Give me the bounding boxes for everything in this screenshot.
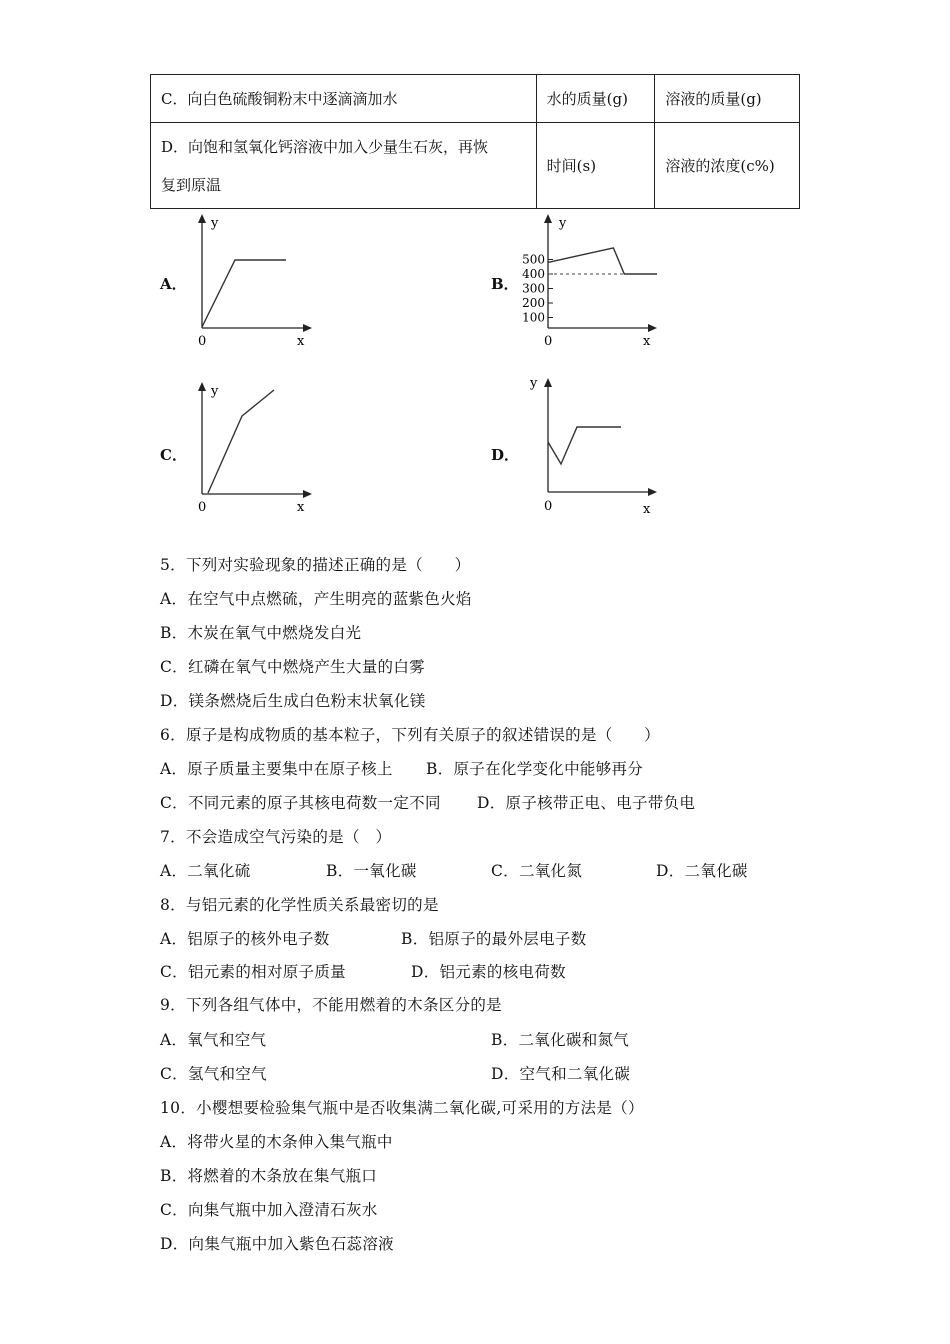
y-tick-label: 200: [522, 296, 545, 310]
graph-line: [208, 390, 274, 493]
graph-line: [548, 248, 657, 274]
graph-c-label: C．: [160, 446, 187, 464]
graph-d: [515, 372, 665, 518]
option-description: C．向白色硫酸铜粉末中逐滴滴加水: [151, 75, 537, 123]
question-8-option-b: B．铝原子的最外层电子数: [401, 930, 587, 948]
question-9-option-a: A．氧气和空气: [160, 1031, 267, 1049]
question-7-option-d: D．二氧化碳: [656, 862, 748, 880]
graph-line: [202, 260, 286, 327]
question-10-option-b: B．将燃着的木条放在集气瓶口: [160, 1167, 378, 1185]
question-8-option-c: C．铝元素的相对原子质量: [160, 963, 346, 981]
x-axis-arrow: [648, 488, 657, 496]
question-8-option-a: A．铝原子的核外电子数: [160, 930, 330, 948]
question-7-option-a: A．二氧化硫: [160, 862, 251, 880]
y-tick-label: 300: [522, 281, 545, 296]
x-axis-quantity: 时间(s): [536, 123, 655, 209]
question-7-stem: 7．不会造成空气污染的是（ ）: [160, 828, 392, 846]
x-axis-label: x: [297, 334, 305, 349]
graph-c: [180, 376, 330, 518]
graph-b: [515, 210, 665, 350]
question-6-option-c: C．不同元素的原子其核电荷数一定不同: [160, 794, 441, 812]
y-tick-label: 500: [522, 252, 545, 267]
x-axis-arrow: [303, 490, 312, 498]
question-6-option-a: A．原子质量主要集中在原子核上: [160, 760, 393, 778]
graph-line: [548, 427, 621, 464]
y-axis-arrow: [198, 382, 206, 391]
x-axis-label: x: [643, 334, 651, 349]
question-5-option-c: C．红磷在氧气中燃烧产生大量的白雾: [160, 658, 425, 676]
origin-label: 0: [198, 334, 207, 349]
option-description: [151, 123, 537, 209]
y-tick-label: 400: [522, 267, 545, 281]
y-axis-label: y: [211, 216, 219, 231]
desc-line: 复到原温: [161, 175, 222, 194]
graph-b-label: B．: [491, 275, 519, 293]
question-9-option-c: C．氢气和空气: [160, 1065, 267, 1083]
y-axis-label: y: [559, 216, 567, 231]
question-7-option-b: B．一氧化碳: [326, 862, 417, 880]
origin-label: 0: [198, 500, 207, 515]
x-axis-label: x: [643, 502, 651, 517]
origin-label: 0: [544, 334, 553, 349]
question-10-option-a: A．将带火星的木条伸入集气瓶中: [160, 1133, 393, 1151]
graph-d-label: D．: [491, 446, 520, 464]
question-8-stem: 8．与铝元素的化学性质关系最密切的是: [160, 896, 439, 914]
origin-label: 0: [544, 499, 553, 514]
x-axis-arrow: [303, 324, 312, 332]
x-axis-label: x: [297, 500, 305, 515]
question-5-option-a: A．在空气中点燃硫，产生明亮的蓝紫色火焰: [160, 590, 472, 608]
question-6-option-b: B．原子在化学变化中能够再分: [426, 760, 644, 778]
y-axis-arrow: [544, 214, 552, 223]
question-5-option-d: D．镁条燃烧后生成白色粉末状氧化镁: [160, 692, 426, 710]
y-axis-label: y: [530, 376, 538, 391]
question-10-option-c: C．向集气瓶中加入澄清石灰水: [160, 1201, 378, 1219]
y-axis-quantity: 溶液的质量(g): [655, 75, 800, 123]
table-row: [151, 123, 800, 209]
question-10-stem: 10．小樱想要检验集气瓶中是否收集满二氧化碳,可采用的方法是（）: [160, 1099, 644, 1117]
question-6-option-d: D．原子核带正电、电子带负电: [477, 794, 696, 812]
graph-a: [180, 210, 330, 350]
graph-a-label: A．: [160, 275, 187, 293]
question-9-option-b: B．二氧化碳和氮气: [491, 1031, 630, 1049]
y-axis-label: y: [211, 384, 219, 399]
question-5-option-b: B．木炭在氧气中燃烧发白光: [160, 624, 362, 642]
y-tick-label: 100: [522, 310, 545, 325]
question-8-option-d: D．铝元素的核电荷数: [411, 963, 566, 981]
table-row: [151, 75, 800, 123]
question-7-option-c: C．二氧化氮: [491, 862, 583, 880]
question-5-stem: 5．下列对实验现象的描述正确的是（ ）: [160, 556, 471, 574]
question-9-option-d: D．空气和二氧化碳: [491, 1065, 631, 1083]
y-axis-quantity: 溶液的浓度(c%): [655, 123, 800, 209]
y-axis-arrow: [544, 378, 552, 387]
y-axis-arrow: [198, 214, 206, 223]
question-10-option-d: D．向集气瓶中加入紫色石蕊溶液: [160, 1235, 394, 1253]
x-axis-quantity: 水的质量(g): [536, 75, 655, 123]
question-9-stem: 9．下列各组气体中，不能用燃着的木条区分的是: [160, 996, 502, 1014]
x-axis-arrow: [648, 324, 657, 332]
desc-line: D．向饱和氢氧化钙溶液中加入少量生石灰，再恢: [161, 137, 489, 156]
options-table: [150, 74, 800, 209]
question-6-stem: 6．原子是构成物质的基本粒子，下列有关原子的叙述错误的是（ ）: [160, 726, 660, 744]
